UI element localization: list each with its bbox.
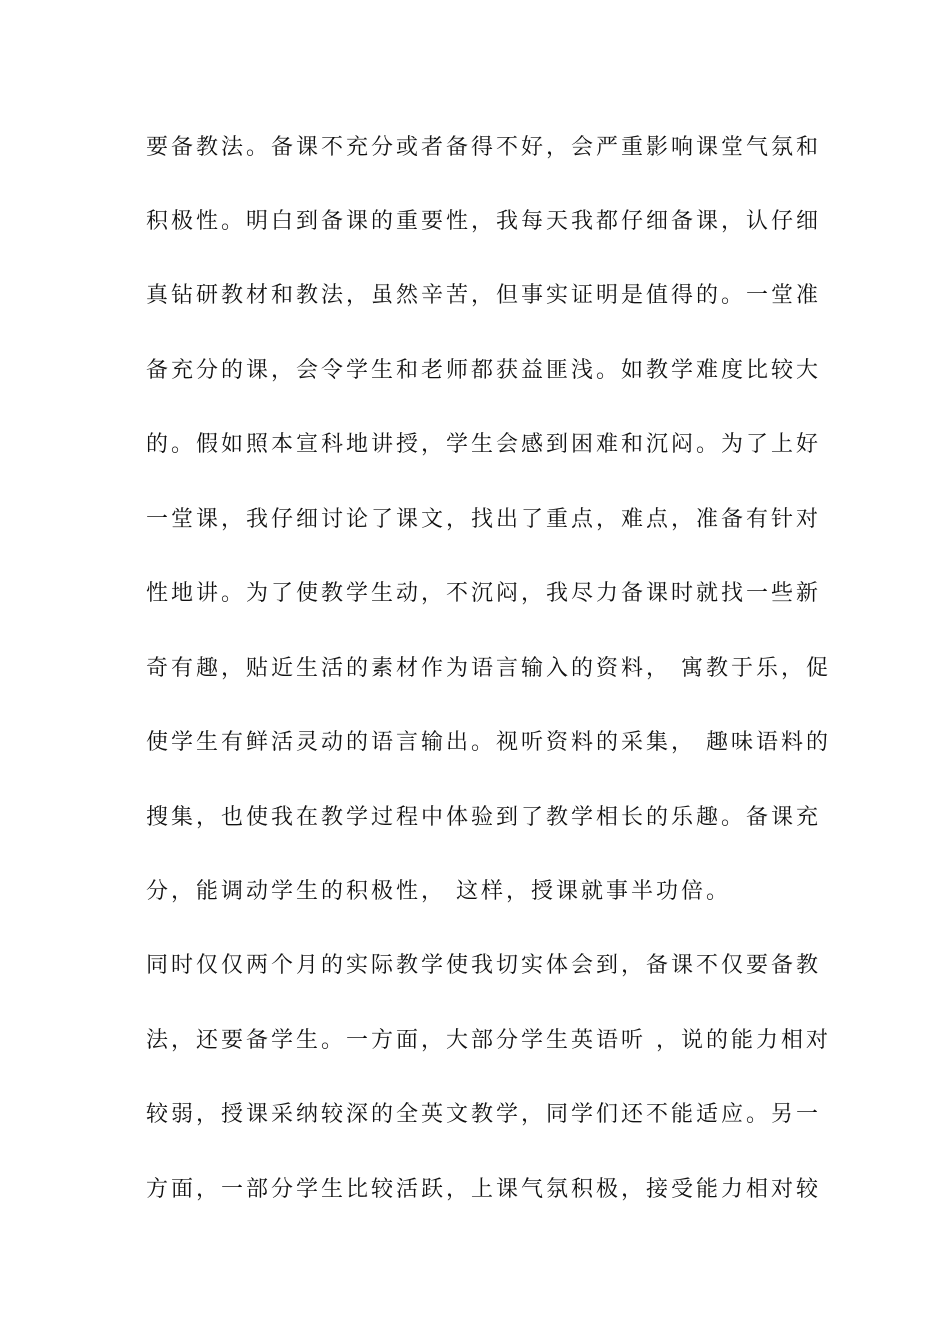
text-line: 较弱，授课采纳较深的全英文教学，同学们还不能适应。另一 (146, 1102, 822, 1127)
text-line: 真钻研教材和教法，虽然辛苦，但事实证明是值得的。一堂准 (146, 283, 822, 308)
text-line: 要备教法。备课不充分或者备得不好，会严重影响课堂气氛和 (146, 135, 822, 160)
text-line: 性地讲。为了使教学生动，不沉闷，我尽力备课时就找一些新 (146, 581, 822, 606)
text-line: 一堂课，我仔细讨论了课文，找出了重点，难点，准备有针对 (146, 507, 822, 532)
text-line: 奇有趣，贴近生活的素材作为语言输入的资料， 寓教于乐，促 (146, 656, 831, 681)
text-line: 备充分的课，会令学生和老师都获益匪浅。如教学难度比较大 (146, 358, 822, 383)
text-line: 方面，一部分学生比较活跃，上课气氛积极，接受能力相对较 (146, 1177, 822, 1202)
text-line: 搜集，也使我在教学过程中体验到了教学相长的乐趣。备课充 (146, 805, 822, 830)
text-line: 分，能调动学生的积极性， 这样，授课就事半功倍。 (146, 879, 731, 904)
text-line: 的。假如照本宣科地讲授，学生会感到困难和沉闷。为了上好 (146, 432, 822, 457)
text-line: 法，还要备学生。一方面，大部分学生英语听 ，说的能力相对 (146, 1028, 831, 1053)
text-line: 同时仅仅两个月的实际教学使我切实体会到，备课不仅要备教 (146, 953, 822, 978)
text-line: 积极性。明白到备课的重要性，我每天我都仔细备课，认仔细 (146, 209, 822, 234)
text-line: 使学生有鲜活灵动的语言输出。视听资料的采集， 趣味语料的 (146, 730, 831, 755)
